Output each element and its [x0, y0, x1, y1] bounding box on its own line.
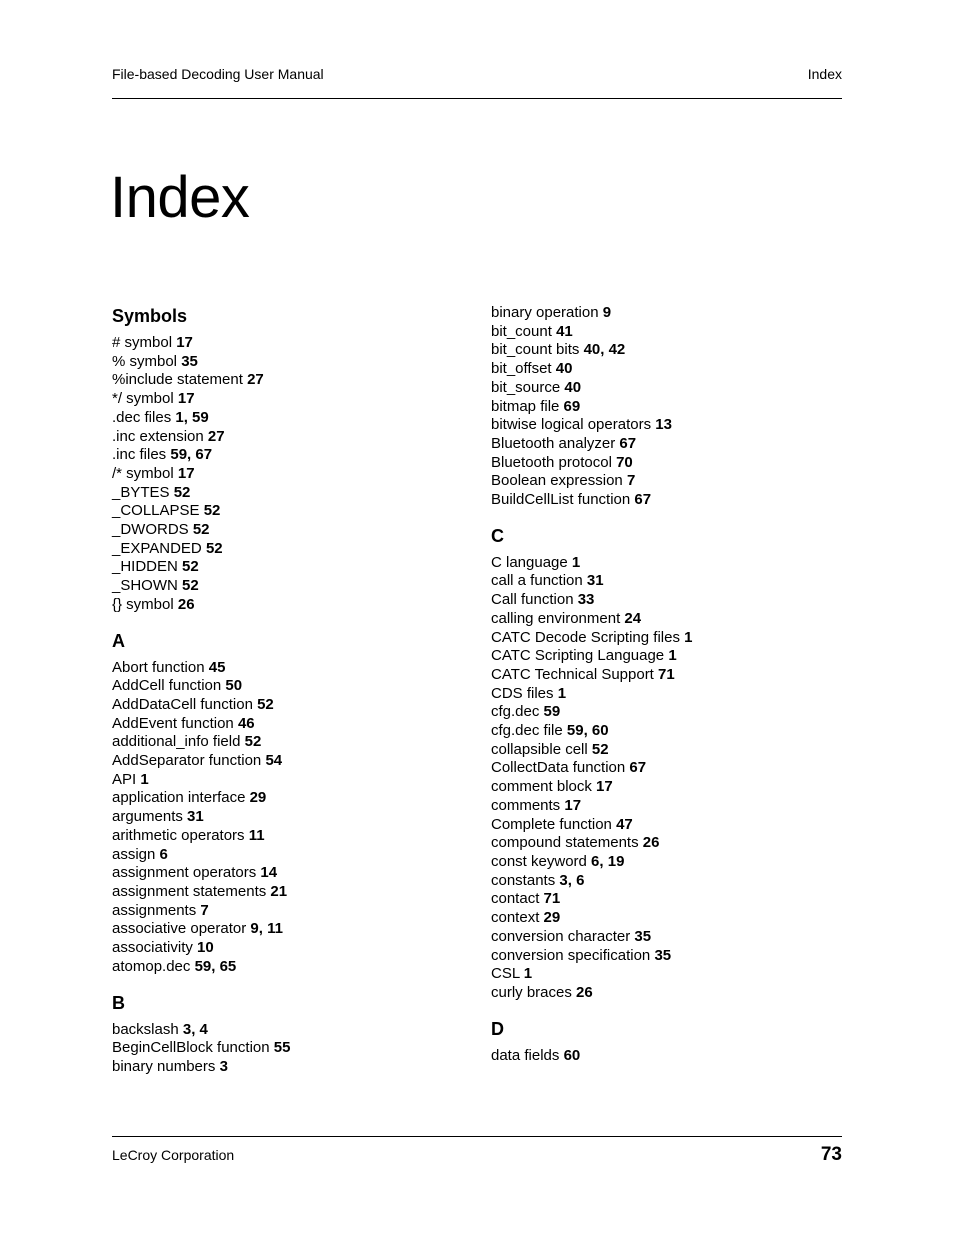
index-page-refs: 54: [265, 752, 283, 770]
page-footer: [112, 1144, 842, 1166]
index-term: conversion specification: [491, 946, 651, 964]
index-term: bitwise logical operators: [491, 416, 652, 434]
index-page-refs: 52: [203, 502, 221, 520]
index-page-refs: 14: [260, 864, 278, 882]
index-page-refs: 27: [207, 427, 225, 445]
index-term: comment block: [491, 778, 592, 796]
index-term: */ symbol: [112, 390, 174, 408]
index-page-refs: 71: [543, 890, 561, 908]
index-entry: [112, 484, 472, 503]
index-entry: [491, 965, 851, 984]
page-header: [112, 66, 842, 82]
index-section: [491, 524, 851, 1003]
index-term: data fields: [491, 1046, 560, 1064]
footer-page-number: 73: [820, 1144, 842, 1165]
index-term: C language: [491, 553, 568, 571]
index-term: Bluetooth analyzer: [491, 434, 616, 452]
index-entry: [491, 984, 851, 1003]
index-entry: [491, 591, 851, 610]
page-title: Index: [110, 164, 250, 230]
index-term: .inc extension: [112, 427, 204, 445]
index-page-refs: 6: [159, 845, 168, 863]
index-entry: [491, 491, 851, 510]
index-term: associativity: [112, 939, 193, 957]
index-entry: [491, 834, 851, 853]
index-section: [491, 304, 851, 510]
index-term: compound statements: [491, 834, 639, 852]
index-page-refs: 29: [543, 909, 561, 927]
index-page-refs: 26: [177, 595, 195, 613]
index-section: [112, 991, 472, 1077]
index-entry: [491, 685, 851, 704]
index-page-refs: 24: [624, 609, 642, 627]
index-entry: [112, 558, 472, 577]
index-page-refs: 59: [543, 703, 561, 721]
index-term: bit_offset: [491, 360, 552, 378]
index-term: constants: [491, 871, 556, 889]
index-entry: [491, 647, 851, 666]
index-entry: [112, 521, 472, 540]
index-entry: [112, 334, 472, 353]
index-page-refs: 52: [192, 521, 210, 539]
index-entry-list: [112, 334, 472, 615]
index-page-refs: 41: [556, 322, 573, 340]
index-term: AddCell function: [112, 677, 222, 695]
index-term: AddDataCell function: [112, 695, 253, 713]
index-term: arguments: [112, 808, 183, 826]
index-term: bitmap file: [491, 397, 560, 415]
index-term: _BYTES: [112, 483, 170, 501]
index-term: %include statement: [112, 371, 243, 389]
index-entry: [112, 371, 472, 390]
index-entry: [491, 947, 851, 966]
index-entry: [112, 864, 472, 883]
index-section: [112, 304, 472, 615]
header-document-title: File-based Decoding User Manual: [112, 66, 324, 82]
index-term: CSL: [491, 965, 520, 983]
index-column-right: [491, 304, 851, 1079]
index-page-refs: 67: [629, 759, 647, 777]
index-entry: [112, 390, 472, 409]
index-term: bit_count bits: [491, 341, 580, 359]
index-entry: [491, 341, 851, 360]
index-page-refs: 40: [555, 360, 573, 378]
index-entry: [112, 883, 472, 902]
index-page-refs: 67: [634, 491, 652, 509]
index-page-refs: 52: [182, 577, 199, 595]
index-page-refs: 31: [187, 808, 204, 826]
index-term: cfg.dec: [491, 703, 540, 721]
index-entry: [112, 465, 472, 484]
index-page-refs: 1: [557, 684, 567, 702]
index-entry: [112, 1039, 472, 1058]
index-page-refs: 52: [182, 558, 199, 576]
index-term: CATC Technical Support: [491, 665, 654, 683]
index-entry: [491, 472, 851, 491]
index-term: binary numbers: [112, 1057, 216, 1075]
section-heading: B: [112, 992, 125, 1013]
index-term: conversion character: [491, 927, 631, 945]
index-page-refs: 60: [563, 1046, 581, 1064]
index-page-refs: 1: [571, 553, 581, 571]
index-page-refs: 71: [658, 665, 675, 683]
index-term: CollectData function: [491, 759, 626, 777]
index-term: _HIDDEN: [112, 558, 178, 576]
index-entry: [491, 360, 851, 379]
header-section-name: Index: [807, 66, 842, 82]
index-term: Complete function: [491, 815, 612, 833]
index-entry: [112, 446, 472, 465]
index-term: BuildCellList function: [491, 491, 631, 509]
section-heading: C: [491, 525, 504, 546]
index-page-refs: 1: [684, 628, 693, 646]
index-page-refs: 52: [257, 695, 274, 713]
index-entry: [112, 577, 472, 596]
index-page-refs: 35: [654, 946, 672, 964]
index-term: curly braces: [491, 983, 572, 1001]
index-entry: [112, 409, 472, 428]
index-entry: [112, 958, 472, 977]
index-column-left: [112, 304, 472, 1091]
index-page-refs: 21: [270, 882, 288, 900]
index-page-refs: 17: [596, 778, 613, 796]
index-entry: [112, 715, 472, 734]
index-page-refs: 27: [247, 371, 264, 389]
index-entry: [491, 379, 851, 398]
index-term: Abort function: [112, 658, 205, 676]
index-term: _COLLAPSE: [112, 502, 200, 520]
index-page-refs: 13: [655, 416, 672, 434]
index-entry: [491, 610, 851, 629]
index-page-refs: 3, 4: [182, 1020, 208, 1038]
index-page-refs: 35: [634, 927, 652, 945]
index-term: assignments: [112, 901, 197, 919]
index-term: .dec files: [112, 408, 172, 426]
section-heading: A: [112, 630, 125, 651]
index-entry: [112, 540, 472, 559]
index-page-refs: 7: [200, 901, 209, 919]
index-entry: [112, 428, 472, 447]
index-term: Boolean expression: [491, 472, 623, 490]
index-page-refs: 59, 67: [170, 446, 213, 464]
index-entry: [112, 1021, 472, 1040]
index-entry: [112, 502, 472, 521]
index-entry-list: [112, 659, 472, 977]
index-page-refs: 52: [591, 740, 609, 758]
index-section: [112, 629, 472, 977]
index-term: additional_info field: [112, 733, 241, 751]
index-entry-list: [112, 1021, 472, 1077]
index-term: comments: [491, 796, 561, 814]
index-term: assignment operators: [112, 864, 257, 882]
index-term: context: [491, 909, 540, 927]
index-page-refs: 29: [249, 789, 267, 807]
index-page-refs: 40, 42: [583, 341, 626, 359]
index-entry: [491, 890, 851, 909]
index-entry: [491, 454, 851, 473]
index-page-refs: 7: [626, 472, 636, 490]
index-page-refs: 3, 6: [559, 871, 585, 889]
index-page-refs: 17: [564, 796, 582, 814]
index-entry: [112, 902, 472, 921]
index-entry: [491, 304, 851, 323]
index-term: BeginCellBlock function: [112, 1039, 270, 1057]
index-entry-list: [491, 554, 851, 1003]
index-entry: [491, 722, 851, 741]
index-entry: [491, 629, 851, 648]
index-page-refs: 3: [219, 1057, 228, 1075]
index-term: application interface: [112, 789, 246, 807]
index-entry: [491, 909, 851, 928]
index-page-refs: 52: [205, 539, 223, 557]
index-entry: [491, 1047, 851, 1066]
index-term: assignment statements: [112, 882, 267, 900]
index-term: const keyword: [491, 852, 587, 870]
index-entry: [491, 666, 851, 685]
index-page-refs: 1: [140, 770, 149, 788]
index-page-refs: 59, 65: [194, 957, 237, 975]
index-page-refs: 26: [642, 834, 660, 852]
header-rule: [112, 98, 842, 99]
index-page-refs: 50: [225, 677, 243, 695]
index-page-refs: 70: [616, 453, 633, 471]
index-term: .inc files: [112, 446, 167, 464]
index-term: call a function: [491, 572, 583, 590]
index-page-refs: 6, 19: [591, 852, 625, 870]
index-page-refs: 69: [563, 397, 581, 415]
index-entry-list: [491, 304, 851, 510]
index-entry: [112, 659, 472, 678]
index-term: _DWORDS: [112, 521, 189, 539]
index-term: % symbol: [112, 352, 178, 370]
index-entry: [491, 853, 851, 872]
index-page-refs: 52: [244, 733, 262, 751]
footer-company: LeCroy Corporation: [112, 1147, 235, 1163]
section-heading: Symbols: [112, 306, 188, 326]
index-entry: [491, 554, 851, 573]
index-page-refs: 52: [173, 483, 191, 501]
index-entry: [491, 778, 851, 797]
index-term: _EXPANDED: [112, 539, 202, 557]
index-entry-list: [491, 1047, 851, 1066]
index-term: CATC Scripting Language: [491, 647, 665, 665]
index-page-refs: 45: [208, 658, 226, 676]
index-term: binary operation: [491, 304, 599, 321]
index-term: _SHOWN: [112, 577, 178, 595]
index-page-refs: 17: [177, 464, 195, 482]
index-entry: [112, 596, 472, 615]
index-entry: [491, 703, 851, 722]
index-page-refs: 11: [248, 826, 265, 844]
index-entry: [491, 797, 851, 816]
index-term: bit_source: [491, 378, 561, 396]
index-entry: [112, 789, 472, 808]
index-entry: [112, 920, 472, 939]
index-page-refs: 67: [619, 434, 637, 452]
index-entry: [491, 928, 851, 947]
index-entry: [112, 353, 472, 372]
index-term: calling environment: [491, 609, 621, 627]
index-page-refs: 9: [602, 304, 612, 321]
index-page-refs: 17: [176, 334, 193, 351]
index-term: /* symbol: [112, 464, 174, 482]
footer-rule: [112, 1136, 842, 1137]
index-page-refs: 55: [273, 1039, 291, 1057]
index-term: cfg.dec file: [491, 722, 563, 740]
index-entry: [112, 939, 472, 958]
index-term: collapsible cell: [491, 740, 588, 758]
index-page-refs: 1: [668, 647, 677, 665]
index-page-refs: 9, 11: [250, 920, 283, 938]
index-page-refs: 59, 60: [566, 722, 609, 740]
index-page-refs: 26: [576, 983, 593, 1001]
index-entry: [112, 733, 472, 752]
index-entry: [491, 416, 851, 435]
index-entry: [112, 752, 472, 771]
index-term: arithmetic operators: [112, 826, 245, 844]
index-term: Bluetooth protocol: [491, 453, 612, 471]
index-term: # symbol: [112, 334, 173, 351]
index-page-refs: 47: [616, 815, 633, 833]
index-term: {} symbol: [112, 595, 174, 613]
index-term: API: [112, 770, 137, 788]
index-term: CATC Decode Scripting files: [491, 628, 680, 646]
index-page-refs: 40: [564, 378, 582, 396]
index-entry: [112, 1058, 472, 1077]
index-page-refs: 46: [237, 714, 255, 732]
index-term: assign: [112, 845, 156, 863]
index-page-refs: 33: [577, 591, 595, 609]
index-page-refs: 1: [523, 965, 533, 983]
index-entry: [112, 808, 472, 827]
index-entry: [491, 741, 851, 760]
index-entry: [491, 398, 851, 417]
index-section: [491, 1017, 851, 1066]
index-page-refs: 35: [181, 352, 198, 370]
index-entry: [491, 435, 851, 454]
index-entry: [112, 827, 472, 846]
section-heading: D: [491, 1018, 504, 1039]
index-entry: [112, 696, 472, 715]
index-term: backslash: [112, 1020, 179, 1038]
index-page-refs: 31: [586, 572, 604, 590]
index-page-refs: 17: [177, 390, 195, 408]
index-page-refs: 1, 59: [175, 408, 209, 426]
index-term: AddSeparator function: [112, 752, 262, 770]
index-entry: [112, 677, 472, 696]
index-entry: [112, 846, 472, 865]
index-page-refs: 10: [197, 939, 214, 957]
index-term: contact: [491, 890, 540, 908]
index-entry: [491, 816, 851, 835]
index-term: associative operator: [112, 920, 247, 938]
index-term: CDS files: [491, 684, 554, 702]
index-term: Call function: [491, 591, 574, 609]
index-term: atomop.dec: [112, 957, 191, 975]
index-entry: [491, 759, 851, 778]
index-entry: [491, 323, 851, 342]
index-term: AddEvent function: [112, 714, 234, 732]
index-term: bit_count: [491, 322, 552, 340]
index-entry: [491, 572, 851, 591]
index-entry: [491, 872, 851, 891]
index-entry: [112, 771, 472, 790]
